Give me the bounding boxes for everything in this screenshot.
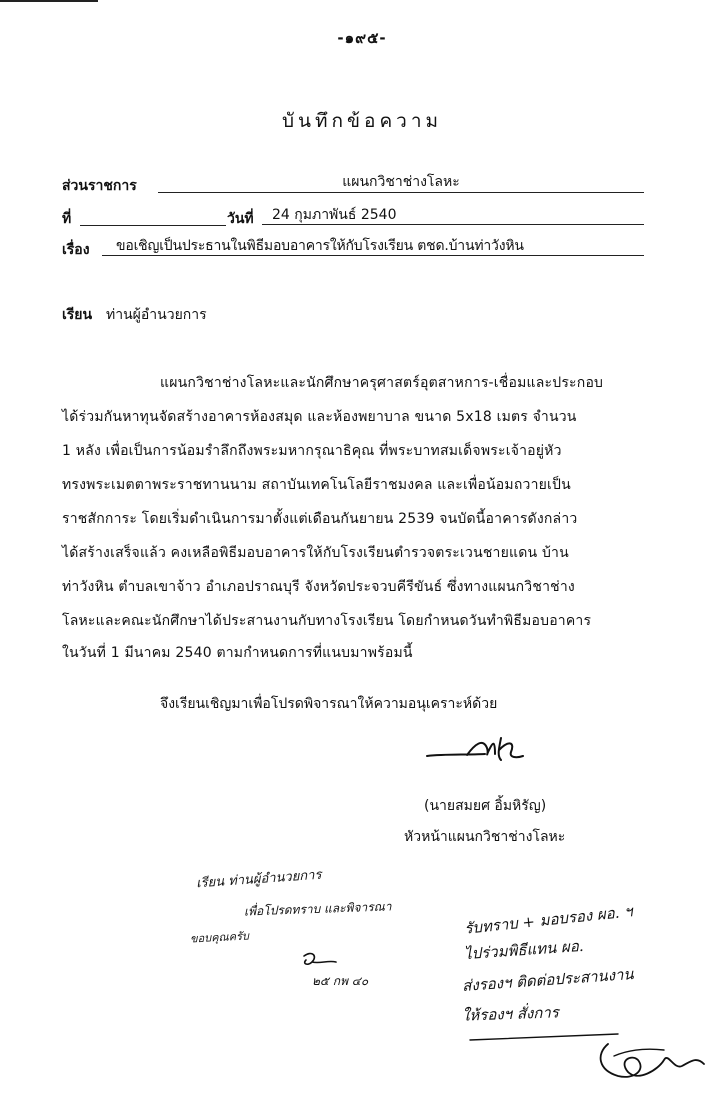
body-line: ในวันที่ 1 มีนาคม 2540 ตามกำหนดการที่แนบมาพร้อมนี้ — [62, 645, 413, 661]
signatory-name: (นายสมยศ อิ้มหิรัญ) — [424, 798, 547, 814]
ref-field — [80, 205, 226, 226]
handwritten-note-right-line: ส่งรองฯ ติดต่อประสานงาน — [461, 965, 635, 995]
body-line: ทรงพระเมตตาพระราชทานนาม สถาบันเทคโนโลยีราชมงคล และเพื่อน้อมถวายเป็น — [62, 477, 571, 493]
handwritten-note-right-line: ให้รองฯ สั่งการ — [461, 1003, 560, 1025]
body-line: ได้ร่วมกันหาทุนจัดสร้างอาคารห้องสมุด และห้องพยาบาล ขนาด 5x18 เมตร จำนวน — [62, 409, 577, 425]
date-field: 24 กุมภาพันธ์ 2540 — [262, 205, 644, 225]
body-line: 1 หลัง เพื่อเป็นการน้อมรำลึกถึงพระมหากรุณาธิคุณ ที่พระบาทสมเด็จพระเจ้าอยู่หัว — [62, 443, 562, 459]
approval-signature — [468, 1030, 718, 1090]
body-line: ได้สร้างเสร็จแล้ว คงเหลือพิธีมอบอาคารให้กับโรงเรียนตำรวจตระเวนชายแดน บ้าน — [62, 545, 569, 561]
subject-field: ขอเชิญเป็นประธานในพิธีมอบอาคารให้กับโรงเรียน ตชด.บ้านท่าวังหิน — [102, 236, 644, 256]
salutation-value: ท่านผู้อำนวยการ — [106, 307, 207, 323]
handwritten-note-left-line: ๒๕ กพ ๔๐ — [312, 974, 369, 988]
handwritten-note-left-line: เพื่อโปรดทราบ และพิจารณา — [243, 899, 392, 919]
body-line: โลหะและคณะนักศึกษาได้ประสานงานกับทางโรงเรียน โดยกำหนดวันทำพิธีมอบอาคาร — [62, 613, 592, 629]
body-line: ท่าวังหิน ตำบลเขาจ้าว อำเภอปราณบุรี จังหวัดประจวบคีรีขันธ์ ซึ่งทางแผนกวิชาช่าง — [62, 579, 575, 595]
handwritten-note-left-line: เรียน ท่านผู้อำนวยการ — [195, 867, 322, 892]
signature — [425, 730, 535, 770]
date-label: วันที่ — [227, 211, 254, 227]
subject-label: เรื่อง — [62, 242, 90, 258]
body-line: ราชสักการะ โดยเริ่มดำเนินการมาตั้งแต่เดือนกันยายน 2539 จนบัดนี้อาคารดังกล่าว — [62, 511, 578, 527]
agency-label: ส่วนราชการ — [62, 178, 137, 194]
ref-label: ที่ — [62, 211, 72, 227]
handwritten-note-right-line: รับทราบ + มอบรอง ผอ. ฯ — [463, 902, 634, 938]
handwritten-note-left-line: ขอบคุณครับ — [189, 929, 250, 946]
signatory-position: หัวหน้าแผนกวิชาช่างโลหะ — [404, 829, 566, 845]
memo-title: บันทึกข้อความ — [281, 110, 443, 132]
agency-field: แผนกวิชาช่างโลหะ — [158, 172, 644, 193]
page-number: -๑๙๕- — [337, 29, 387, 47]
top-rule — [0, 0, 98, 2]
body-line: แผนกวิชาช่างโลหะและนักศึกษาครุศาสตร์อุตสาหการ-เชื่อมและประกอบ — [160, 375, 604, 391]
salutation-label: เรียน — [62, 307, 93, 323]
handwritten-note-right-line: ไปร่วมพิธีแทน ผอ. — [463, 936, 585, 964]
closing-line: จึงเรียนเชิญมาเพื่อโปรดพิจารณาให้ความอนุเคราะห์ด้วย — [160, 696, 498, 712]
